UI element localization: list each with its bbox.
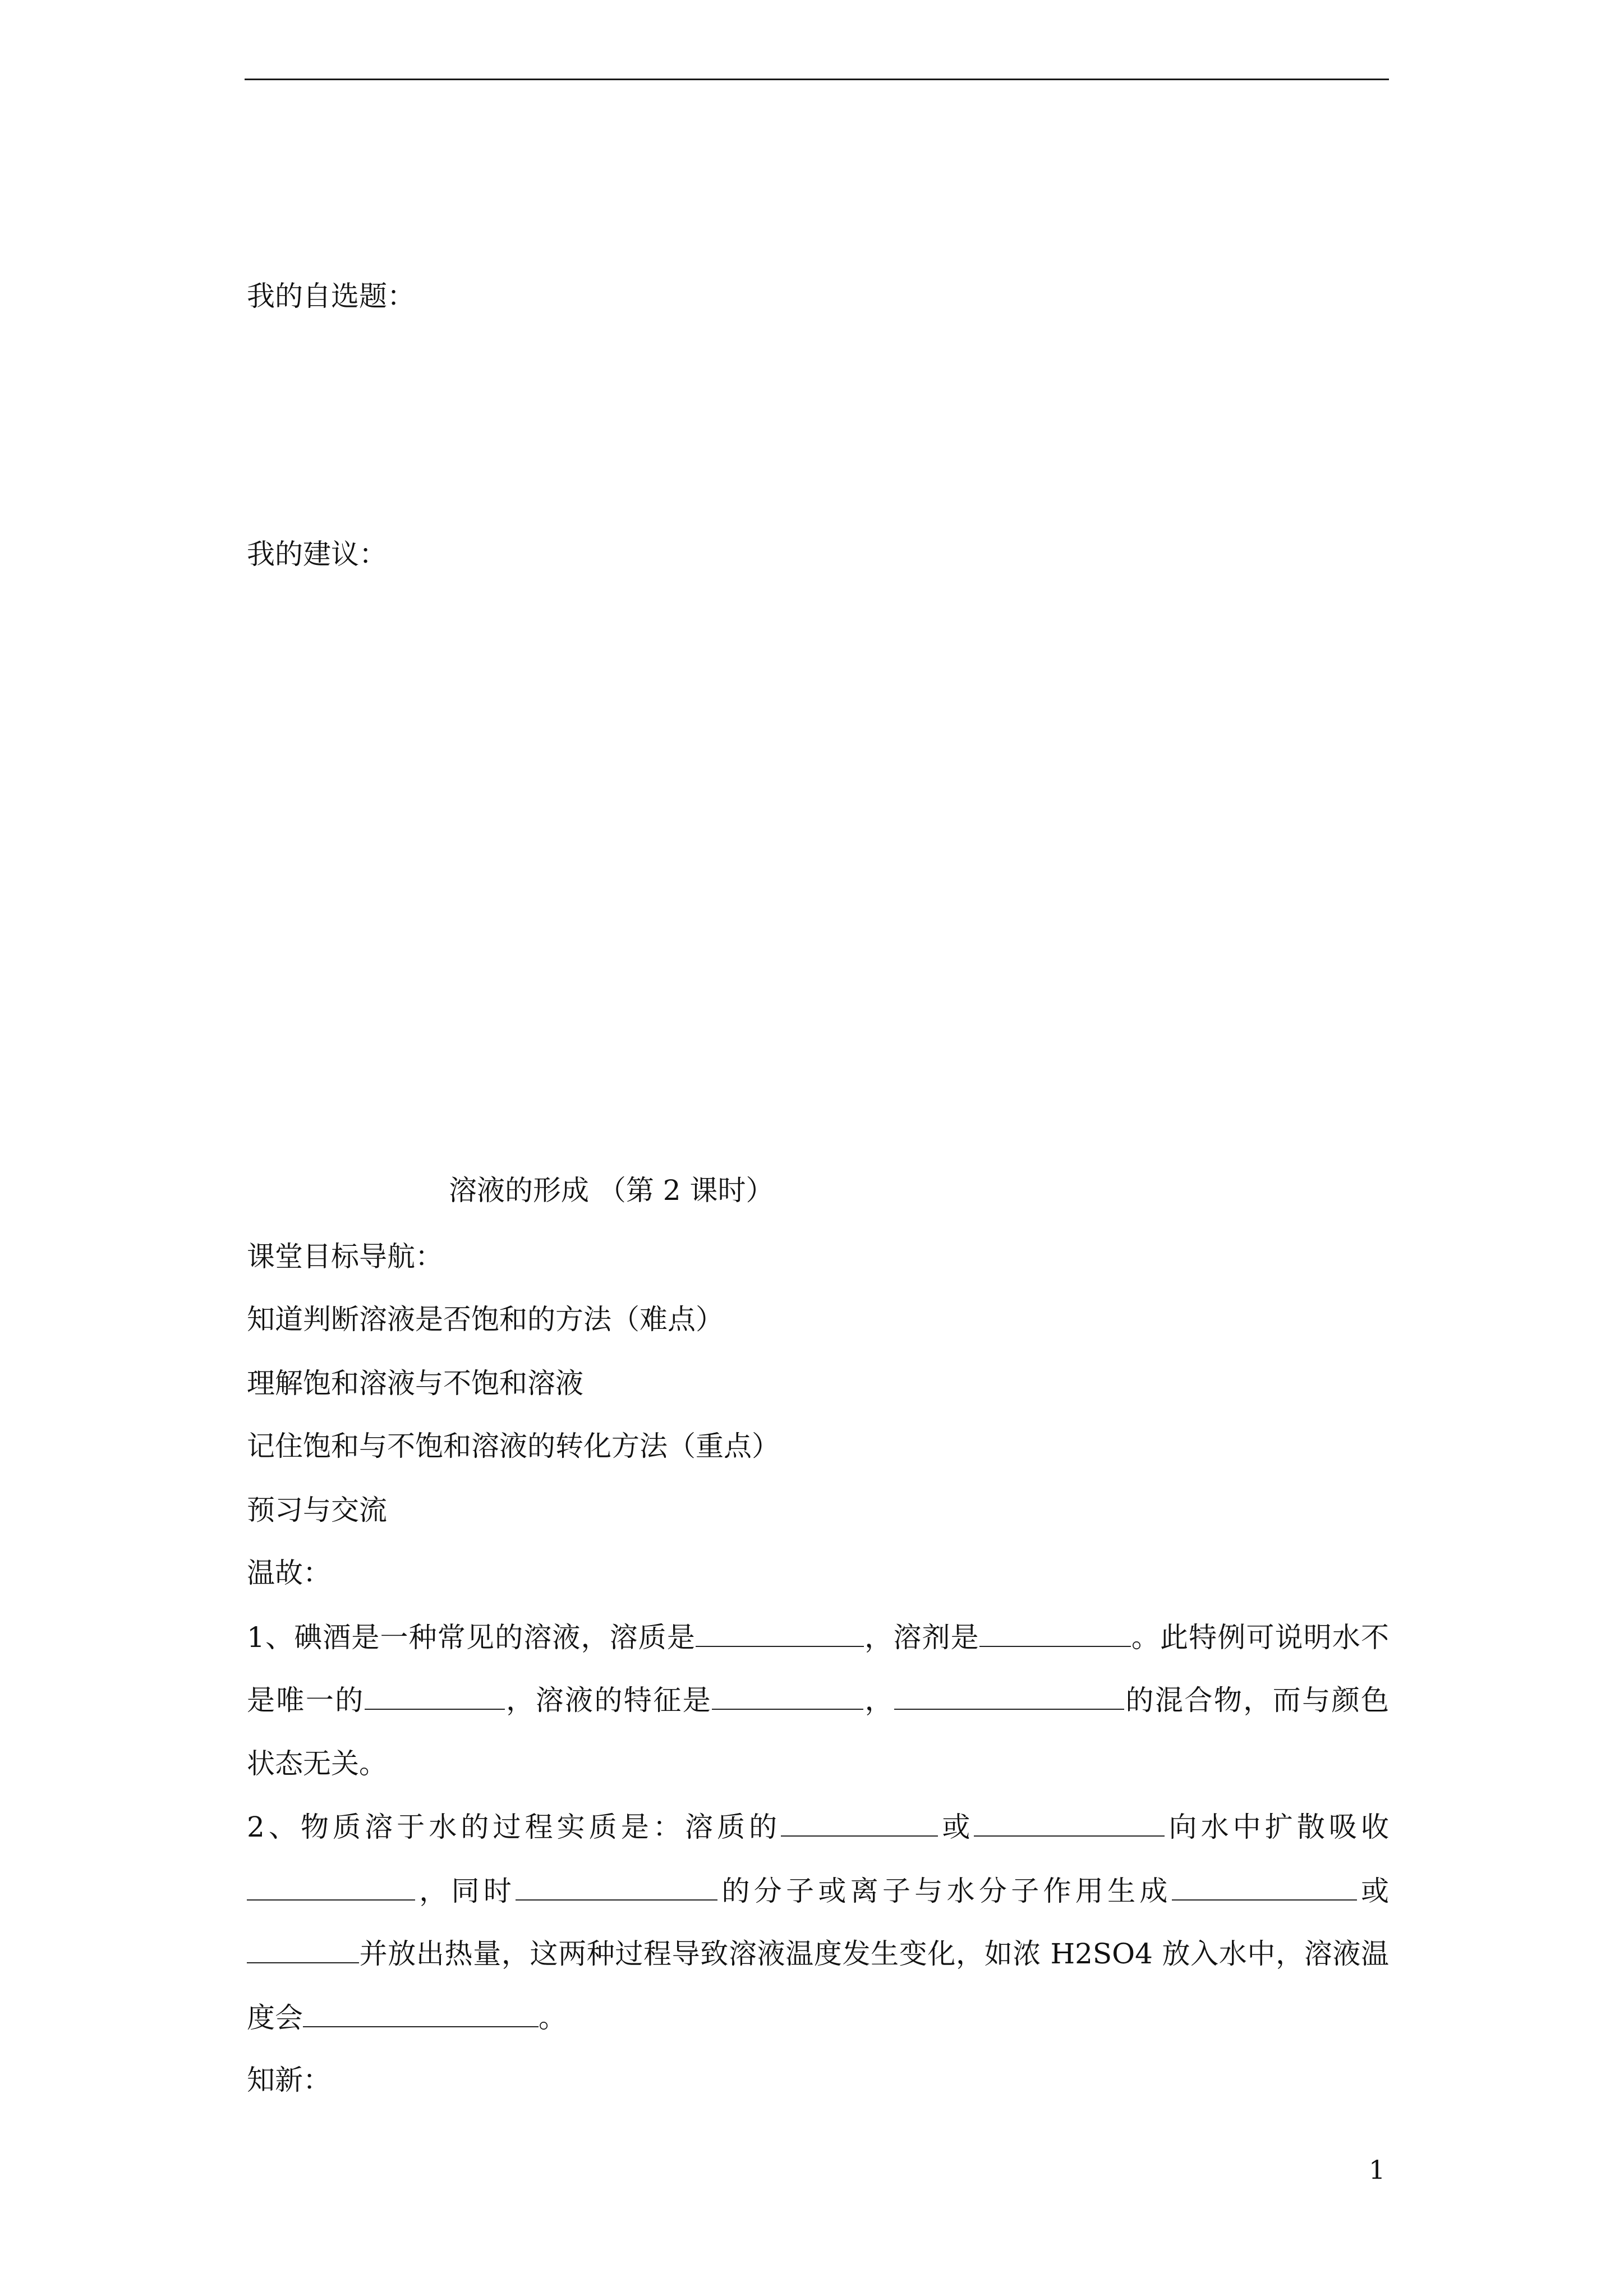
question-text: 的混合物，而与颜色 [1124, 1684, 1390, 1717]
new-knowledge-heading: 知新： [247, 2064, 331, 2096]
question-text: ，同时 [415, 1875, 516, 1907]
answer-blank[interactable] [894, 1683, 1124, 1710]
question-text: 向水中扩散吸收 [1165, 1811, 1390, 1843]
page-number: 1 [1369, 2155, 1386, 2185]
question-2-line-2 [247, 1874, 1389, 1908]
question-text: 或 [938, 1811, 974, 1843]
question-text: 的分子或离子与水分子作用生成 [717, 1875, 1172, 1907]
answer-blank[interactable] [516, 1874, 717, 1901]
answer-blank[interactable] [712, 1683, 863, 1710]
question-text: ，溶液的特征是 [504, 1684, 712, 1717]
goal-heading: 课堂目标导航： [247, 1240, 443, 1273]
question-2-line-3 [247, 1936, 1389, 1971]
question-2-line-4 [247, 2000, 567, 2035]
goal-item: 记住饱和与不饱和溶液的转化方法（重点） [247, 1430, 780, 1462]
answer-blank[interactable] [365, 1683, 505, 1710]
question-text: 。 [539, 2001, 567, 2034]
question-text: 1、碘酒是一种常见的溶液，溶质是 [247, 1621, 696, 1654]
answer-blank[interactable] [781, 1810, 938, 1837]
question-text: ， [863, 1684, 895, 1717]
question-text: ，溶剂是 [864, 1621, 979, 1654]
self-selected-label: 我的自选题： [247, 280, 415, 312]
answer-blank[interactable] [247, 1874, 415, 1901]
question-text: 。此特例可说明水不 [1130, 1621, 1390, 1654]
question-text: 并放出热量，这两种过程导致溶液温度发生变化，如浓 H2SO4 放入水中，溶液温 [359, 1938, 1389, 1970]
question-1-line-2 [247, 1683, 1389, 1717]
goal-item: 知道判断溶液是否饱和的方法（难点） [247, 1303, 724, 1336]
question-text: 或 [1356, 1875, 1390, 1907]
question-text: 是唯一的 [247, 1684, 365, 1717]
header-rule [245, 79, 1389, 80]
lesson-title: 溶液的形成 （第 2 课时） [449, 1174, 774, 1207]
answer-blank[interactable] [303, 2000, 539, 2027]
answer-blank[interactable] [1172, 1874, 1357, 1901]
answer-blank[interactable] [696, 1620, 864, 1647]
goal-item: 理解饱和溶液与不饱和溶液 [247, 1367, 583, 1400]
answer-blank[interactable] [979, 1620, 1131, 1647]
question-1-line-1 [247, 1620, 1389, 1654]
question-2-line-1 [247, 1810, 1389, 1844]
question-text: 度会 [247, 2001, 303, 2034]
review-heading: 温故： [247, 1557, 331, 1589]
suggestion-label: 我的建议： [247, 538, 387, 570]
answer-blank[interactable] [247, 1936, 359, 1963]
preview-heading: 预习与交流 [247, 1494, 387, 1526]
question-1-line-3: 状态无关。 [247, 1747, 387, 1780]
question-text: 2、物质溶于水的过程实质是：溶质的 [247, 1811, 781, 1843]
answer-blank[interactable] [974, 1810, 1165, 1837]
